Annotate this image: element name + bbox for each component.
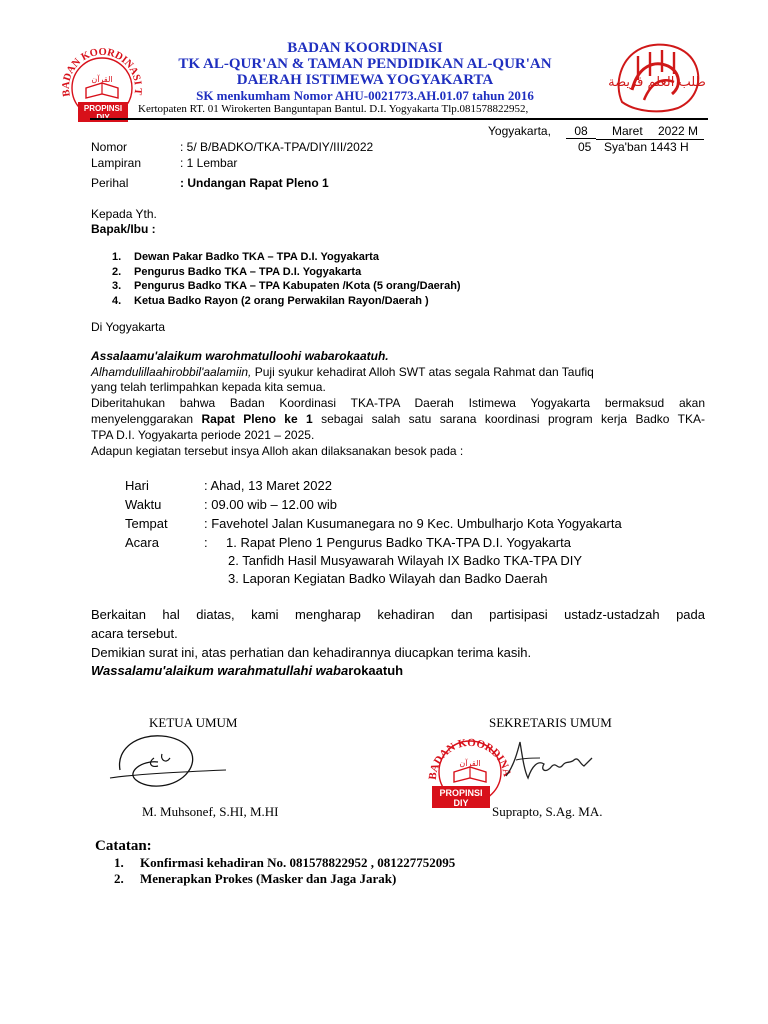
paragraph-1-line-2: yang telah terlimpahkan kepada kita semua. [91, 380, 326, 394]
paragraph-1-line-1: Alhamdulillaahirobbil'aalamiin, Puji syukur kehadirat Alloh SWT atas segala Rahmat dan Taufiq [91, 365, 594, 379]
waktu-value: : 09.00 wib – 12.00 wib [204, 497, 337, 512]
paragraph-2-line-3: TPA D.I. Yogyakarta periode 2021 – 2025. [91, 428, 315, 442]
header-address: Kertopaten RT. 01 Wirokerten Banguntapan Bantul. D.I. Yogyakarta Tlp.081578822952, [138, 103, 529, 115]
sekretaris-name: Suprapto, S.Ag. MA. [492, 804, 603, 819]
calligraphy-emblem [608, 36, 706, 116]
paragraph-3: Adapun kegiatan tersebut insya Alloh akan dilaksanakan besok pada : [91, 444, 464, 458]
book-icon [454, 767, 486, 782]
header-line-1: BADAN KOORDINASI [287, 40, 443, 56]
logo-badge-line2: DIY [96, 113, 110, 122]
stamp-badge-line2: DIY [453, 798, 469, 808]
list-item: 4. Ketua Badko Rayon (2 orang Perwakilan Rayon/Daerah ) [112, 294, 429, 307]
header-line-2: TK AL-QUR'AN & TAMAN PENDIDIKAN AL-QUR'AN [178, 56, 552, 72]
list-item: 1. Dewan Pakar Badko TKA – TPA D.I. Yogyakarta [112, 251, 379, 263]
sekretaris-signature [500, 736, 610, 792]
nomor-label: Nomor [91, 140, 128, 154]
list-item: 3. Pengurus Badko TKA – TPA Kabupaten /Kota (5 orang/Daerah) [112, 280, 461, 292]
waktu-label: Waktu [125, 497, 162, 512]
list-item: 2. Menerapkan Prokes (Masker dan Jaga Jarak) [114, 871, 397, 886]
header-divider [90, 118, 708, 120]
date-hijri-day: 05 [578, 140, 592, 154]
acara-item-3: 3. Laporan Kegiatan Badko Wilayah dan Badko Daerah [228, 571, 548, 586]
bapak-ibu-text: Bapak/Ibu : [91, 222, 156, 236]
lampiran-value: : 1 Lembar [180, 156, 238, 170]
closing-line-1: Berkaitan hal diatas, kami mengharap kehadiran dan partisipasi ustadz-ustadzah pada [91, 607, 705, 622]
notes-title: Catatan: [95, 838, 152, 854]
hari-label: Hari [125, 478, 149, 493]
list-item: 2. Pengurus Badko TKA – TPA D.I. Yogyakarta [112, 265, 362, 278]
closing-line-2: acara tersebut. [91, 626, 178, 641]
calligraphy-text: طلب العلم فريضة [608, 75, 706, 90]
logo-inner-text: القرآن [91, 75, 113, 84]
date-masehi-month: Maret [612, 124, 643, 138]
book-icon [86, 83, 118, 98]
date-place: Yogyakarta, [488, 124, 551, 138]
acara-item-2: 2. Tanfidh Hasil Musyawarah Wilayah IX Badko TKA-TPA DIY [228, 553, 583, 568]
logo-ring-text: BADAN KOORDINASI T [60, 46, 144, 98]
nomor-value: : 5/ B/BADKO/TKA-TPA/DIY/III/2022 [180, 140, 374, 154]
date-masehi-year: 2022 M [658, 124, 699, 138]
closing-salam: Wassalamu'alaikum warahmatullahi wabarokaatuh [91, 663, 404, 678]
sekretaris-title: SEKRETARIS UMUM [489, 715, 612, 730]
header-sk: SK menkumham Nomor AHU-0021773.AH.01.07 tahun 2016 [196, 88, 534, 103]
stamp-inner-text: القرآن [459, 759, 481, 768]
hari-value: : Ahad, 13 Maret 2022 [204, 478, 332, 493]
perihal-label: Perihal [91, 176, 129, 190]
acara-colon: : [204, 535, 208, 550]
tempat-value: : Favehotel Jalan Kusumanegara no 9 Kec. Umbulharjo Kota Yogyakarta [204, 516, 622, 531]
stamp-ring-text: BADAN KOORDINA [426, 736, 513, 781]
di-yogyakarta: Di Yogyakarta [91, 320, 166, 334]
ketua-signature [108, 726, 228, 796]
paragraph-2-line-1: Diberitahukan bahwa Badan Koordinasi TKA-TPA Daerah Istimewa Yogyakarta bermaksud akan [91, 396, 705, 410]
acara-item-1: 1. Rapat Pleno 1 Pengurus Badko TKA-TPA D.I. Yogyakarta [226, 535, 571, 550]
opening-salam: Assalaamu'alaikum warohmatulloohi wabarokaatuh. [91, 349, 389, 363]
date-masehi-day: 08 [566, 124, 596, 139]
header-line-3: DAERAH ISTIMEWA YOGYAKARTA [236, 72, 494, 88]
closing-line-3: Demikian surat ini, atas perhatian dan kehadirannya diucapkan terima kasih. [91, 645, 532, 660]
notes-list [114, 855, 455, 887]
logo-badge-line1: PROPINSI [83, 104, 123, 113]
kepada-text: Kepada Yth. [91, 207, 157, 221]
perihal-value: : Undangan Rapat Pleno 1 [180, 176, 329, 190]
stamp-badge-line1: PROPINSI [439, 788, 483, 798]
paragraph-2-line-2: menyelenggarakan Rapat Pleno ke 1 sebagai salah satu sarana koordinasi program kerja Badko TKA- [91, 412, 705, 426]
recipient-list [112, 251, 461, 309]
ketua-title: KETUA UMUM [149, 715, 238, 730]
organization-logo [58, 40, 144, 124]
list-item: 1. Konfirmasi kehadiran No. 081578822952 , 081227752095 [114, 855, 456, 870]
ketua-name: M. Muhsonef, S.HI, M.HI [142, 804, 279, 819]
lampiran-label: Lampiran [91, 156, 142, 170]
date-hijri-month: Sya'ban [604, 140, 647, 154]
tempat-label: Tempat [125, 516, 168, 531]
acara-label: Acara [125, 535, 159, 550]
date-hijri-year: 1443 H [650, 140, 689, 154]
